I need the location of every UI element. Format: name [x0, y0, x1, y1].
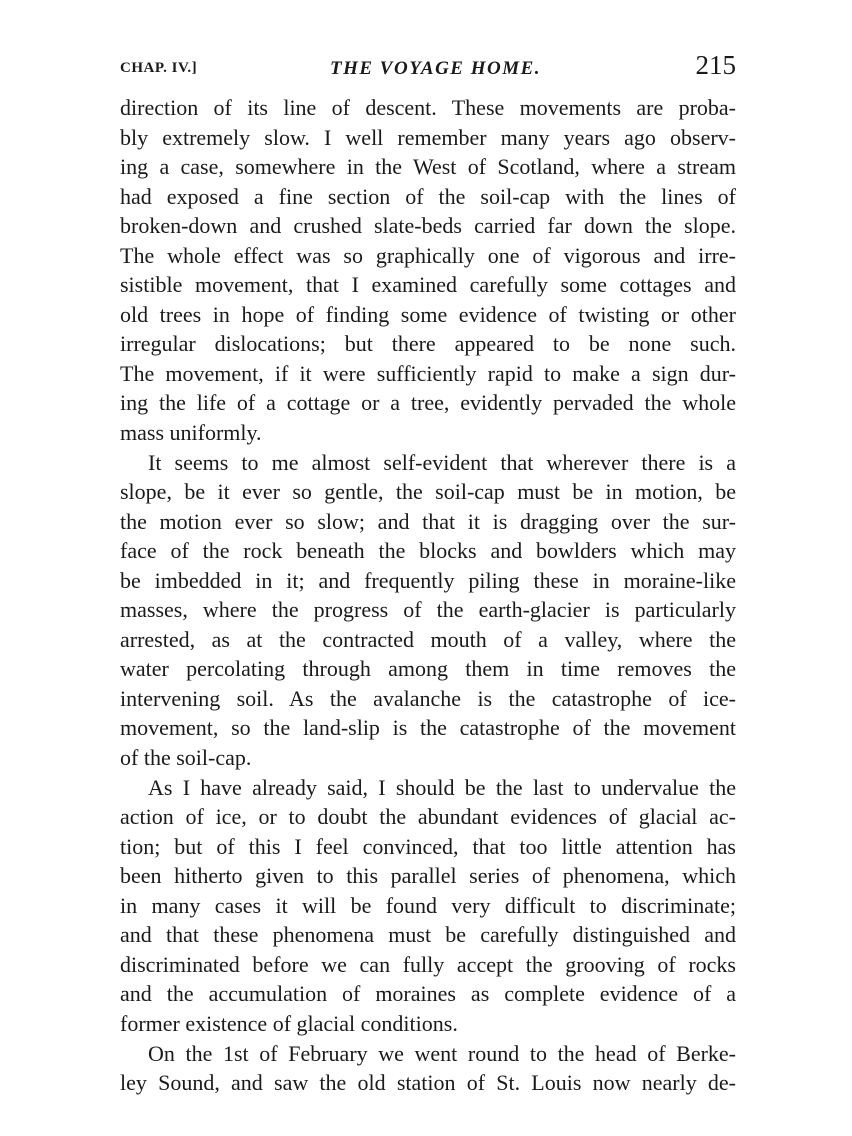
text-line: masses, where the progress of the earth-glacier is particularly [120, 597, 736, 623]
text-line: ing a case, somewhere in the West of Scotland, where a stream [120, 154, 736, 180]
body-text [120, 93, 736, 1098]
text-line: broken-down and crushed slate-beds carried far down the slope. [120, 213, 736, 239]
text-line: irregular dislocations; but there appeared to be none such. [120, 331, 736, 357]
text-line: in many cases it will be found very difficult to discriminate; [120, 892, 736, 918]
text-line: tion; but of this I feel convinced, that too little attention has [120, 833, 736, 859]
text-line: and that these phenomena must be carefully distinguished and [120, 922, 736, 948]
text-line: bly extremely slow. I well remember many years ago observ- [120, 124, 736, 150]
text-line: action of ice, or to doubt the abundant evidences of glacial ac- [120, 804, 736, 830]
text-line: It seems to me almost self-evident that wherever there is a [148, 449, 736, 475]
text-line: former existence of glacial conditions. [120, 1010, 458, 1036]
text-line: face of the rock beneath the blocks and bowlders which may [120, 538, 736, 564]
text-line: ing the life of a cottage or a tree, evidently pervaded the whole [120, 390, 736, 416]
text-line: water percolating through among them in time removes the [120, 656, 736, 682]
paragraph [120, 93, 736, 448]
text-line: arrested, as at the contracted mouth of a valley, where the [120, 626, 736, 652]
text-line: ley Sound, and saw the old station of St. Louis now nearly de- [120, 1070, 736, 1096]
text-line: direction of its line of descent. These movements are proba- [120, 95, 736, 120]
running-title: THE VOYAGE HOME. [330, 58, 542, 79]
paragraph [120, 1039, 736, 1098]
page-header [120, 50, 736, 86]
paragraph [120, 773, 736, 1039]
text-line: had exposed a fine section of the soil-cap with the lines of [120, 183, 736, 209]
text-line: the motion ever so slow; and that it is dragging over the sur- [120, 508, 736, 534]
text-line: intervening soil. As the avalanche is the catastrophe of ice- [120, 685, 736, 711]
text-line: The whole effect was so graphically one of vigorous and irre- [120, 242, 736, 268]
chapter-label: CHAP. IV.] [120, 60, 198, 76]
text-line: The movement, if it were sufficiently rapid to make a sign dur- [120, 360, 736, 386]
text-line: of the soil-cap. [120, 745, 252, 771]
text-line: be imbedded in it; and frequently piling these in moraine-like [120, 567, 736, 593]
text-line: On the 1st of February we went round to the head of Berke- [148, 1040, 736, 1066]
text-line: mass uniformly. [120, 420, 262, 446]
text-line: old trees in hope of finding some evidence of twisting or other [120, 301, 736, 327]
text-line: As I have already said, I should be the last to undervalue the [148, 774, 736, 800]
paragraph [120, 448, 736, 773]
text-line: been hitherto given to this parallel series of phenomena, which [120, 863, 736, 889]
text-line: movement, so the land-slip is the catastrophe of the movement [120, 715, 736, 741]
page-number: 215 [695, 50, 736, 80]
text-line: sistible movement, that I examined carefully some cottages and [120, 272, 736, 298]
text-line: discriminated before we can fully accept the grooving of rocks [120, 951, 736, 977]
text-line: slope, be it ever so gentle, the soil-cap must be in motion, be [120, 479, 736, 505]
text-line: and the accumulation of moraines as complete evidence of a [120, 981, 736, 1007]
